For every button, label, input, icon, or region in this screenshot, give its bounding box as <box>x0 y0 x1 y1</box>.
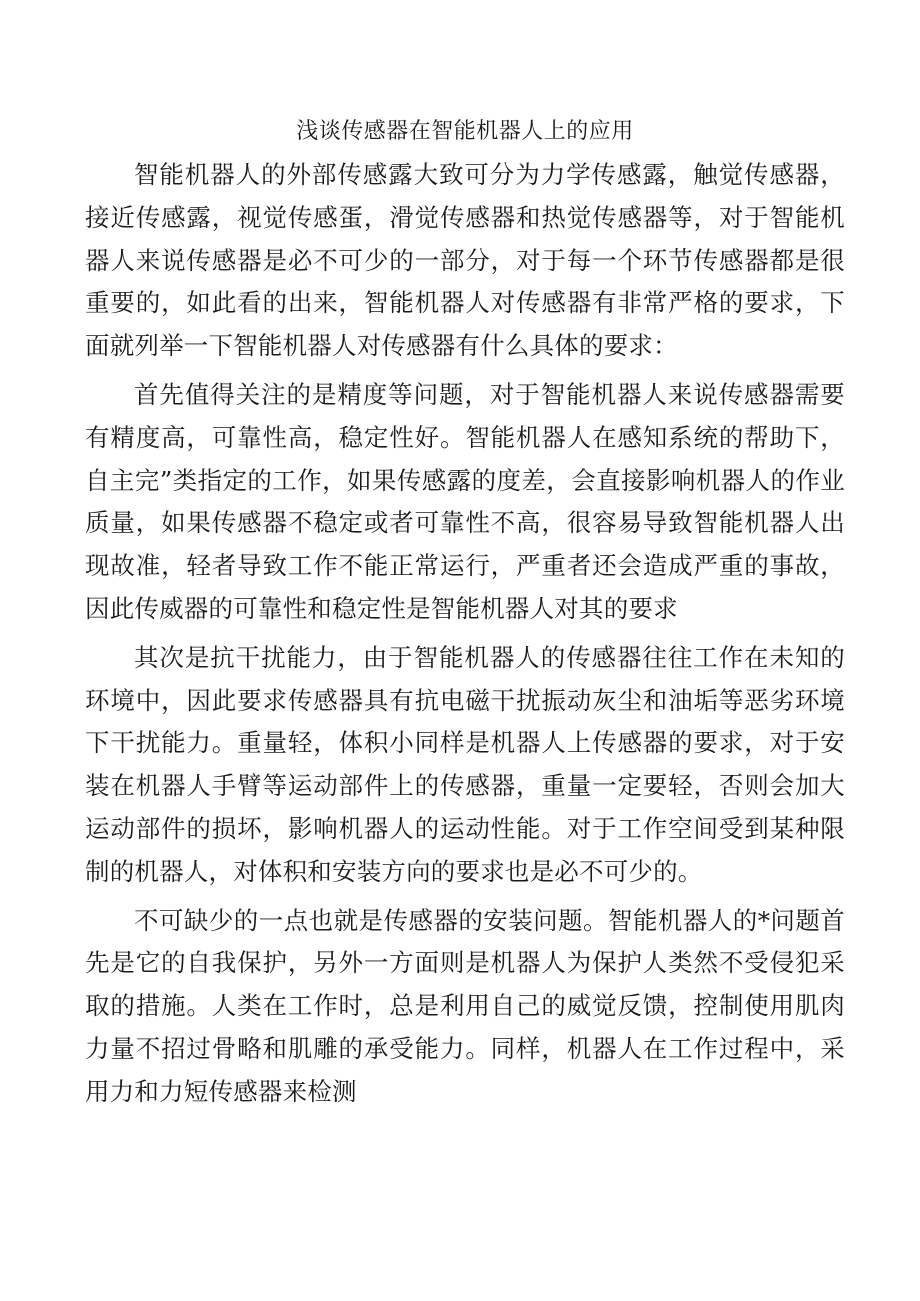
paragraph-precision: 首先值得关注的是精度等问题，对于智能机器人来说传感器需要有精度高，可靠性高，稳定性好。智能机器人在感知系统的帮助下，自主完”类指定的工作，如果传感露的度差，会直接影响机器人的作业质量，如果传感器不稳定或者可靠性不高，很容易导致智能机器人出现故准，轻者导致工作不能正常运行，严重者还会造成严重的事故，因此传威器的可靠性和稳定性是智能机器人对其的要求 <box>85 379 845 623</box>
document-title: 浅谈传感器在智能机器人上的应用 <box>296 119 634 144</box>
document-page <box>85 112 845 1114</box>
paragraph-sensor-types: 智能机器人的外部传感露大致可分为力学传感露，触觉传感器，接近传感露，视觉传感蛋，滑觉传感器和热觉传感器等，对于智能机器人来说传感器是必不可少的一部分，对于每一个环节传感器都是很重要的，如此看的出来，智能机器人对传感器有非常严格的要求，下面就列举一下智能机器人对传感器有什么具体的要求： <box>85 160 845 361</box>
paragraph-installation: 不可缺少的一点也就是传感器的安装问题。智能机器人的*问题首先是它的自我保护，另外一方面则是机器人为保护人类然不受侵犯采取的措施。人类在工作时，总是利用自己的威觉反馈，控制使用肌肉力量不招过骨略和肌雕的承受能力。同样，机器人在工作过程中，采用力和力短传感器来检测 <box>85 905 845 1106</box>
paragraph-interference: 其次是抗干扰能力，由于智能机器人的传感器往往工作在未知的环境中，因此要求传感器具有抗电磁干扰振动灰尘和油垢等恶劣环境下干扰能力。重量轻，体积小同样是机器人上传感器的要求，对于安装在机器人手臂等运动部件上的传感器，重量一定要轻，否则会加大运动部件的损坏，影响机器人的运动性能。对于工作空间受到某种限制的机器人，对体积和安装方向的要求也是必不可少的。 <box>85 642 845 886</box>
